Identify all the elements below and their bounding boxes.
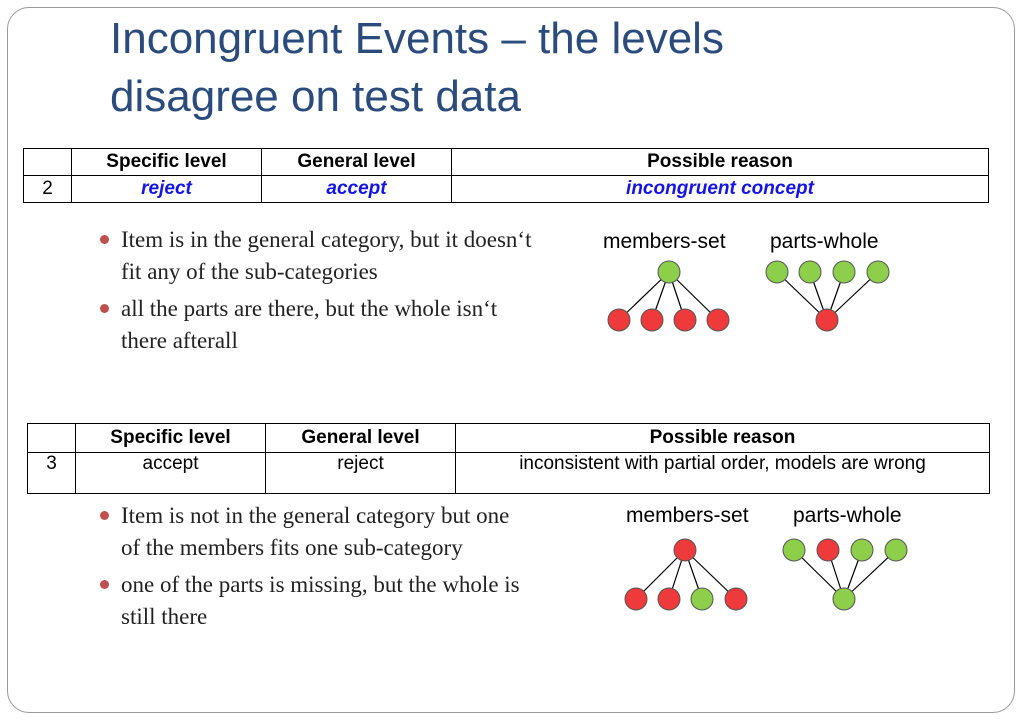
child-node-red [674, 309, 696, 331]
row-id-cell: 2 [24, 176, 72, 203]
part-node-green [885, 539, 907, 561]
bullet-list-2 [100, 500, 530, 638]
levels-table-3 [27, 423, 990, 494]
members-set-diagram-2 [611, 533, 761, 618]
title-line-1: Incongruent Events – the levels [110, 14, 724, 63]
bullet-dot-icon [100, 580, 109, 589]
table-row [28, 453, 990, 494]
general-level-cell: accept [262, 176, 452, 203]
list-item [100, 569, 530, 633]
table-header-row [24, 149, 989, 176]
general-level-cell: reject [266, 453, 456, 494]
header-cell-reason: Possible reason [456, 424, 990, 453]
header-cell-specific: Specific level [76, 424, 266, 453]
part-node-red [817, 539, 839, 561]
bullet-text: one of the parts is missing, but the whole is still there [121, 572, 520, 629]
slide-title [110, 10, 990, 126]
possible-reason-cell: inconsistent with partial order, models are wrong [456, 453, 990, 494]
header-cell-general: General level [262, 149, 452, 176]
child-node-green [691, 588, 713, 610]
part-node-green [799, 261, 821, 283]
bullet-list-1 [100, 224, 540, 362]
header-cell-id [28, 424, 76, 453]
parts-whole-diagram-1 [762, 255, 902, 340]
parts-whole-label-2: parts-whole [793, 504, 902, 527]
bullet-text: Item is in the general category, but it doesn‘t fit any of the sub-categories [121, 227, 532, 284]
table-header-row [28, 424, 990, 453]
members-set-diagram-1 [595, 255, 745, 340]
parent-node-red [674, 539, 696, 561]
levels-table-2 [23, 148, 989, 203]
table-row [24, 176, 989, 203]
child-node-red [707, 309, 729, 331]
header-cell-general: General level [266, 424, 456, 453]
header-cell-specific: Specific level [72, 149, 262, 176]
header-cell-id [24, 149, 72, 176]
part-node-green [766, 261, 788, 283]
row-id-cell: 3 [28, 453, 76, 494]
parts-whole-label-1: parts-whole [770, 230, 879, 253]
bullet-dot-icon [100, 511, 109, 520]
bullet-text: all the parts are there, but the whole isn‘t there afterall [121, 296, 498, 353]
bullet-text: Item is not in the general category but one of the members fits one sub-category [121, 503, 510, 560]
list-item [100, 293, 540, 357]
parts-whole-diagram-2 [779, 533, 919, 618]
title-line-2: disagree on test data [110, 72, 521, 121]
bullet-dot-icon [100, 304, 109, 313]
list-item [100, 224, 540, 288]
child-node-red [658, 588, 680, 610]
whole-node-green [833, 588, 855, 610]
child-node-red [625, 588, 647, 610]
part-node-green [783, 539, 805, 561]
specific-level-cell: reject [72, 176, 262, 203]
header-cell-reason: Possible reason [452, 149, 989, 176]
child-node-red [608, 309, 630, 331]
part-node-green [867, 261, 889, 283]
part-node-green [833, 261, 855, 283]
child-node-red [641, 309, 663, 331]
members-set-label-2: members-set [626, 504, 749, 527]
possible-reason-cell: incongruent concept [452, 176, 989, 203]
part-node-green [851, 539, 873, 561]
child-node-red [725, 588, 747, 610]
parent-node-green [658, 261, 680, 283]
list-item [100, 500, 530, 564]
bullet-dot-icon [100, 235, 109, 244]
members-set-label-1: members-set [603, 230, 726, 253]
specific-level-cell: accept [76, 453, 266, 494]
whole-node-red [816, 309, 838, 331]
